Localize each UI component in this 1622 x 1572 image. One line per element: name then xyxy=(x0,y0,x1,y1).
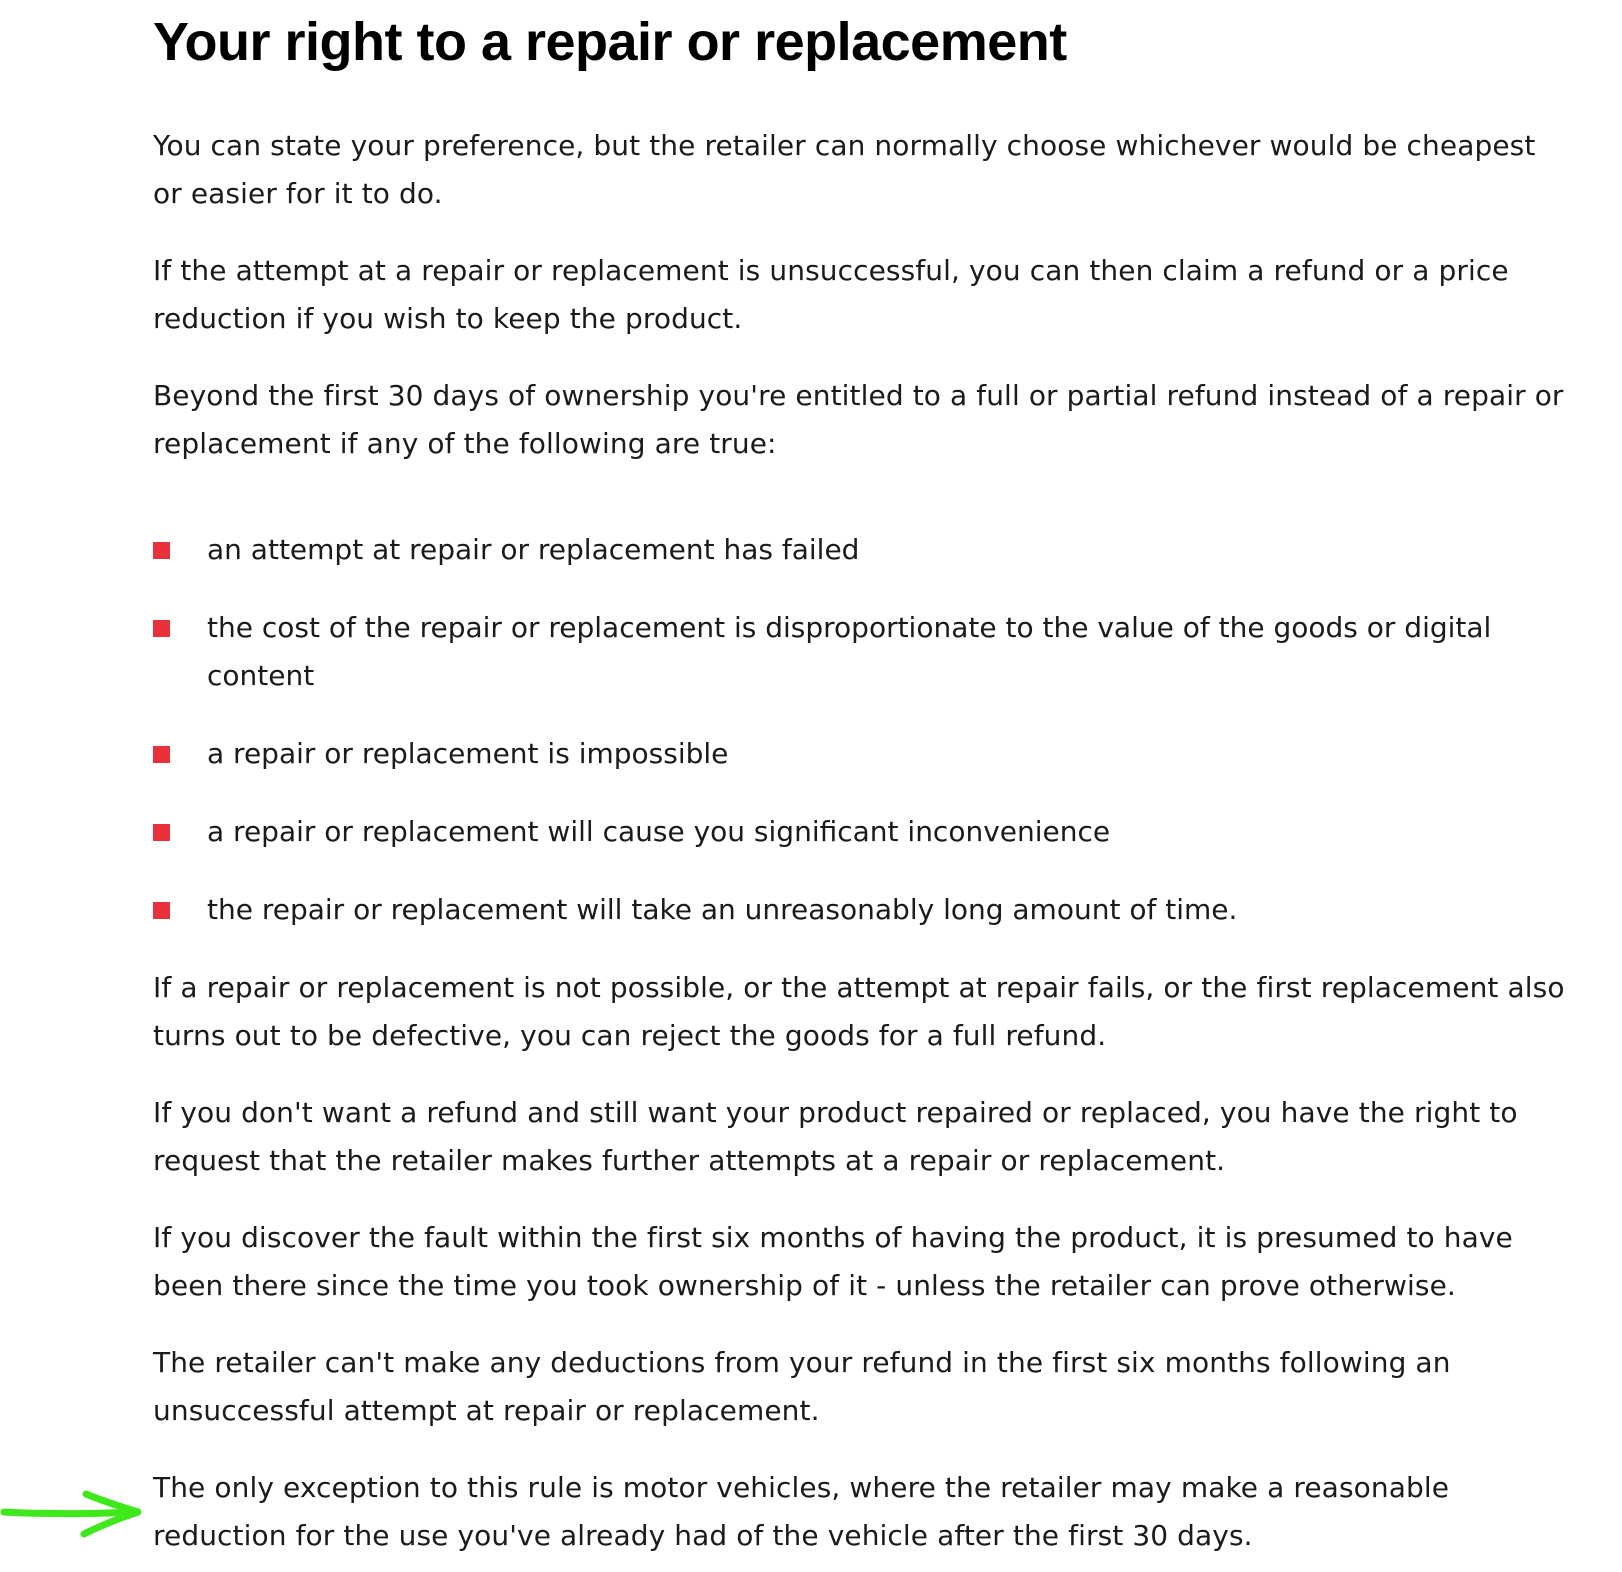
paragraph-motor-vehicles-exception: The only exception to this rule is motor vehicles, where the retailer may make a reasonable reduction for the use you've already had of the vehicle after the first 30 days. xyxy=(153,1470,1450,1552)
list-item-text: an attempt at repair or replacement has failed xyxy=(207,532,860,566)
list-item xyxy=(153,730,1573,778)
article-section xyxy=(153,0,1573,1560)
square-bullet-icon xyxy=(153,902,170,919)
list-item xyxy=(153,886,1573,934)
list-item xyxy=(153,808,1573,856)
paragraph-no-deductions: The retailer can't make any deductions from your refund in the first six months following an unsuccessful attempt at repair or replacement. xyxy=(153,1345,1451,1427)
list-item xyxy=(153,526,1573,574)
paragraph-unsuccessful-attempt: If the attempt at a repair or replacement is unsuccessful, you can then claim a refund or a price reduction if you wish to keep the product. xyxy=(153,253,1509,335)
square-bullet-icon xyxy=(153,620,170,637)
conditions-list xyxy=(153,526,1573,934)
green-arrow-icon xyxy=(0,1488,145,1538)
paragraph-further-attempts: If you don't want a refund and still want your product repaired or replaced, you have the right to request that the retailer makes further attempts at a repair or replacement. xyxy=(153,1095,1518,1177)
list-item-text: the repair or replacement will take an unreasonably long amount of time. xyxy=(207,892,1238,926)
list-item-text: the cost of the repair or replacement is disproportionate to the value of the goods or digital content xyxy=(207,610,1492,692)
paragraph-retailer-choice: You can state your preference, but the retailer can normally choose whichever would be cheapest or easier for it to do. xyxy=(153,128,1536,210)
list-item xyxy=(153,604,1573,700)
list-item-text: a repair or replacement will cause you significant inconvenience xyxy=(207,814,1111,848)
square-bullet-icon xyxy=(153,542,170,559)
square-bullet-icon xyxy=(153,824,170,841)
paragraph-six-months-presumption: If you discover the fault within the first six months of having the product, it is presumed to have been there since the time you took ownership of it - unless the retailer can prove otherwise. xyxy=(153,1220,1513,1302)
list-item-text: a repair or replacement is impossible xyxy=(207,736,729,770)
page-title: Your right to a repair or replacement xyxy=(153,12,1067,72)
paragraph-beyond-30-days: Beyond the first 30 days of ownership you're entitled to a full or partial refund instead of a repair or replacement if any of the following are true: xyxy=(153,378,1564,460)
paragraph-reject-goods: If a repair or replacement is not possible, or the attempt at repair fails, or the first replacement also turns out to be defective, you can reject the goods for a full refund. xyxy=(153,970,1565,1052)
square-bullet-icon xyxy=(153,746,170,763)
